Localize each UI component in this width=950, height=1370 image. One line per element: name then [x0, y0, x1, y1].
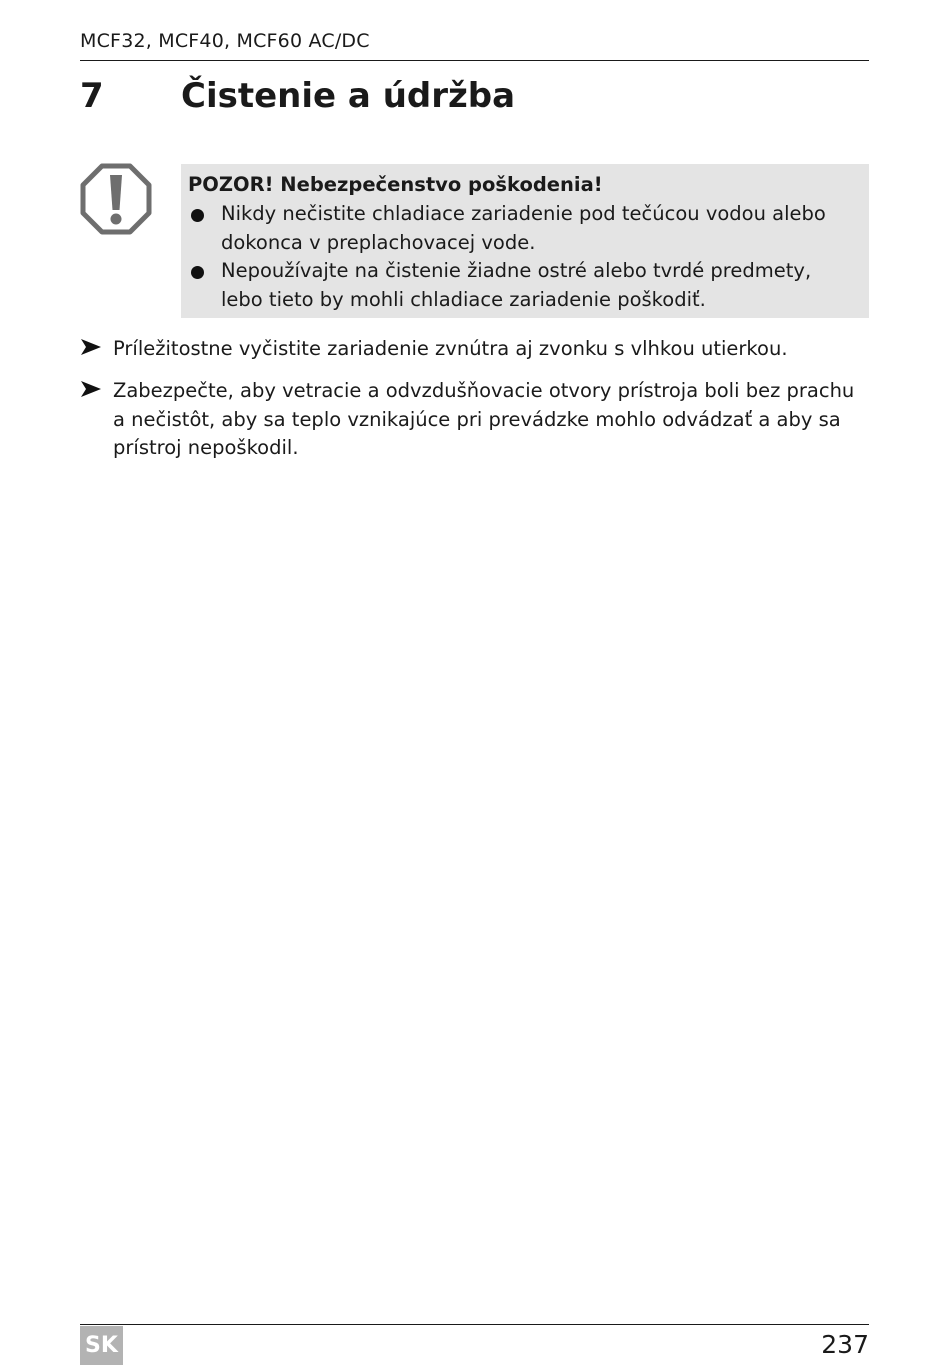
bullet-dot-icon — [191, 209, 204, 222]
warning-bullet-text: Nikdy nečistite chladiace zariadenie pod tečúcou vodou alebo dokonca v preplachovacej vode. — [221, 202, 826, 254]
bullet-dot-icon — [191, 266, 204, 279]
language-badge: SK — [80, 1326, 123, 1365]
exclamation-octagon-icon — [80, 163, 152, 235]
warning-bullet — [188, 257, 859, 314]
step-text: Príležitostne vyčistite zariadenie zvnútra aj zvonku s vlhkou utierkou. — [113, 337, 788, 360]
chapter-number: 7 — [80, 76, 104, 116]
arrow-right-icon — [80, 337, 102, 357]
chapter-title: Čistenie a údržba — [181, 76, 516, 116]
page-number: 237 — [821, 1330, 869, 1359]
warning-bullet — [188, 200, 859, 257]
model-line: MCF32, MCF40, MCF60 AC/DC — [80, 30, 370, 52]
footer-divider — [80, 1324, 869, 1325]
warning-title: POZOR! Nebezpečenstvo poškodenia! — [188, 173, 603, 196]
step-text: Zabezpečte, aby vetracie a odvzdušňovacie otvory prístroja boli bez prachu a nečistôt, aby sa teplo vznikajúce pri prevádzke mohlo odvádzať a aby sa prístroj nepoškodil. — [113, 379, 855, 459]
header-divider — [80, 60, 869, 61]
arrow-right-icon — [80, 379, 102, 399]
instruction-step — [80, 377, 869, 463]
warning-notice — [181, 164, 869, 318]
instruction-step — [80, 335, 869, 364]
warning-bullet-text: Nepoužívajte na čistenie žiadne ostré alebo tvrdé predmety, lebo tieto by mohli chladiace zariadenie poškodiť. — [221, 259, 812, 311]
